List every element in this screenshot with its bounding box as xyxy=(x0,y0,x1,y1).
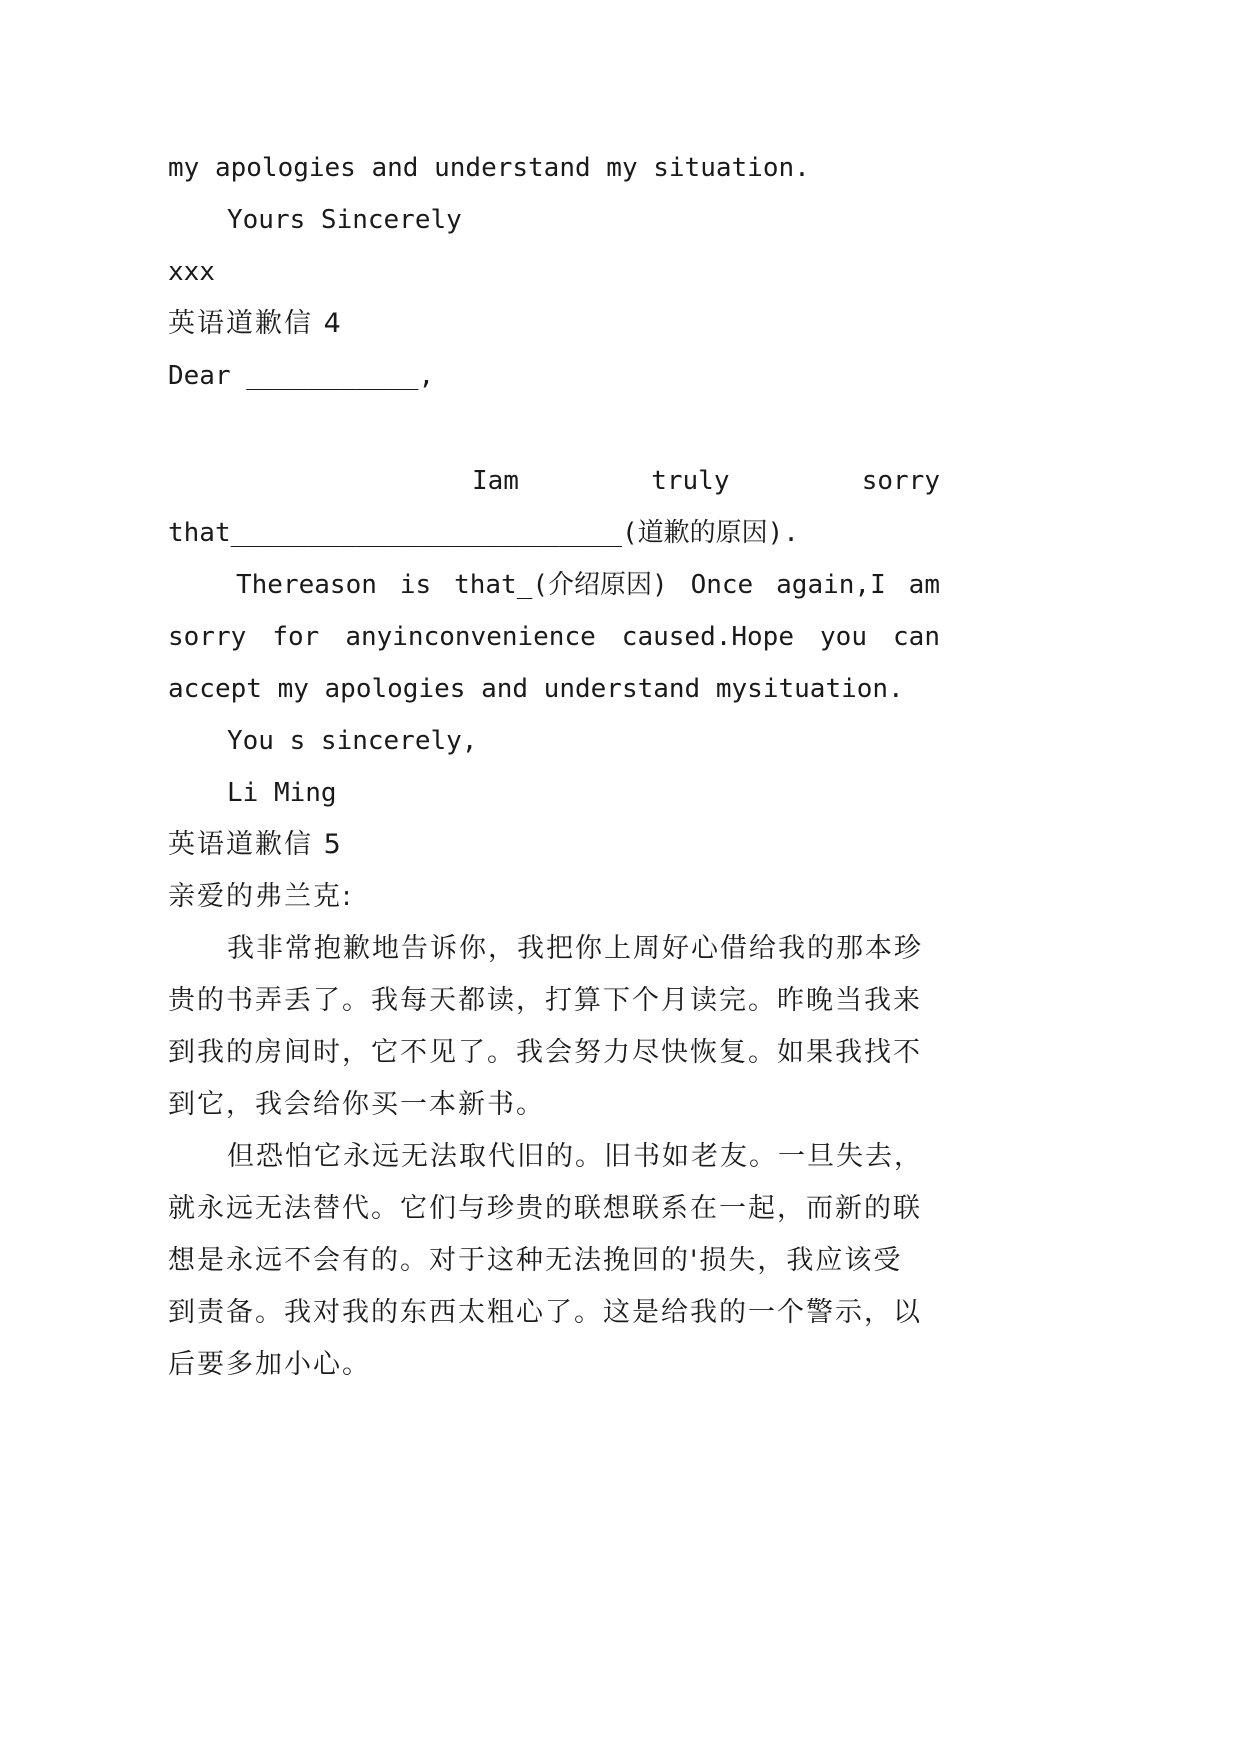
letter3-sign-off: Yours Sincerely xyxy=(227,205,462,235)
letter5-p2-line: 后要多加小心。 xyxy=(168,1349,371,1380)
letter5-heading: 英语道歉信 5 xyxy=(168,829,343,860)
word: for xyxy=(272,622,320,652)
letter4-signature: Li Ming xyxy=(227,778,337,808)
letter5-p1-line: 到我的房间时，它不见了。我会努力尽快恢复。如果我找不 xyxy=(168,1037,922,1068)
word: am xyxy=(908,570,940,600)
word: caused.Hope xyxy=(621,622,794,652)
letter4-body-line-3 xyxy=(236,567,940,603)
word: Iam xyxy=(472,466,519,496)
word: you xyxy=(820,622,867,652)
letter5-p1-line: 到它，我会给你买一本新书。 xyxy=(168,1089,545,1120)
letter5-p1-line: 贵的书弄丢了。我每天都读，打算下个月读完。昨晚当我来 xyxy=(168,985,922,1016)
letter5-p2-line: 但恐怕它永远无法取代旧的。旧书如老友。一旦失去， xyxy=(227,1141,923,1172)
word: anyinconvenience xyxy=(345,622,596,652)
word: can xyxy=(893,622,940,652)
letter3-closing-line: my apologies and understand my situation. xyxy=(168,153,810,183)
letter4-sign-off: You s sincerely, xyxy=(227,726,478,756)
letter4-body-line-1 xyxy=(472,463,940,499)
word: Once xyxy=(690,570,754,600)
word: sorry xyxy=(861,466,940,496)
letter5-p2-line: 就永远无法替代。它们与珍贵的联想联系在一起，而新的联 xyxy=(168,1193,922,1224)
letter5-p2-line: 想是永远不会有的。对于这种无法挽回的'损失，我应该受 xyxy=(168,1245,903,1276)
word: Thereason xyxy=(236,570,377,600)
word: truly xyxy=(651,466,730,496)
letter4-body-line-4 xyxy=(168,619,940,655)
word: sorry xyxy=(168,622,247,652)
letter4-body-line-2: that_________________________(道歉的原因). xyxy=(168,518,799,548)
word: that_(介绍原因) xyxy=(454,570,668,600)
letter4-body-line-5: accept my apologies and understand mysituation. xyxy=(168,674,904,704)
letter3-signature: xxx xyxy=(168,257,215,287)
word: is xyxy=(399,570,432,600)
letter5-salutation: 亲爱的弗兰克: xyxy=(168,881,354,912)
letter5-p2-line: 到责备。我对我的东西太粗心了。这是给我的一个警示，以 xyxy=(168,1297,922,1328)
word: again,I xyxy=(776,570,886,600)
letter4-heading: 英语道歉信 4 xyxy=(168,308,343,339)
letter4-salutation: Dear ___________, xyxy=(168,361,435,391)
letter5-p1-line: 我非常抱歉地告诉你，我把你上周好心借给我的那本珍 xyxy=(227,933,923,964)
